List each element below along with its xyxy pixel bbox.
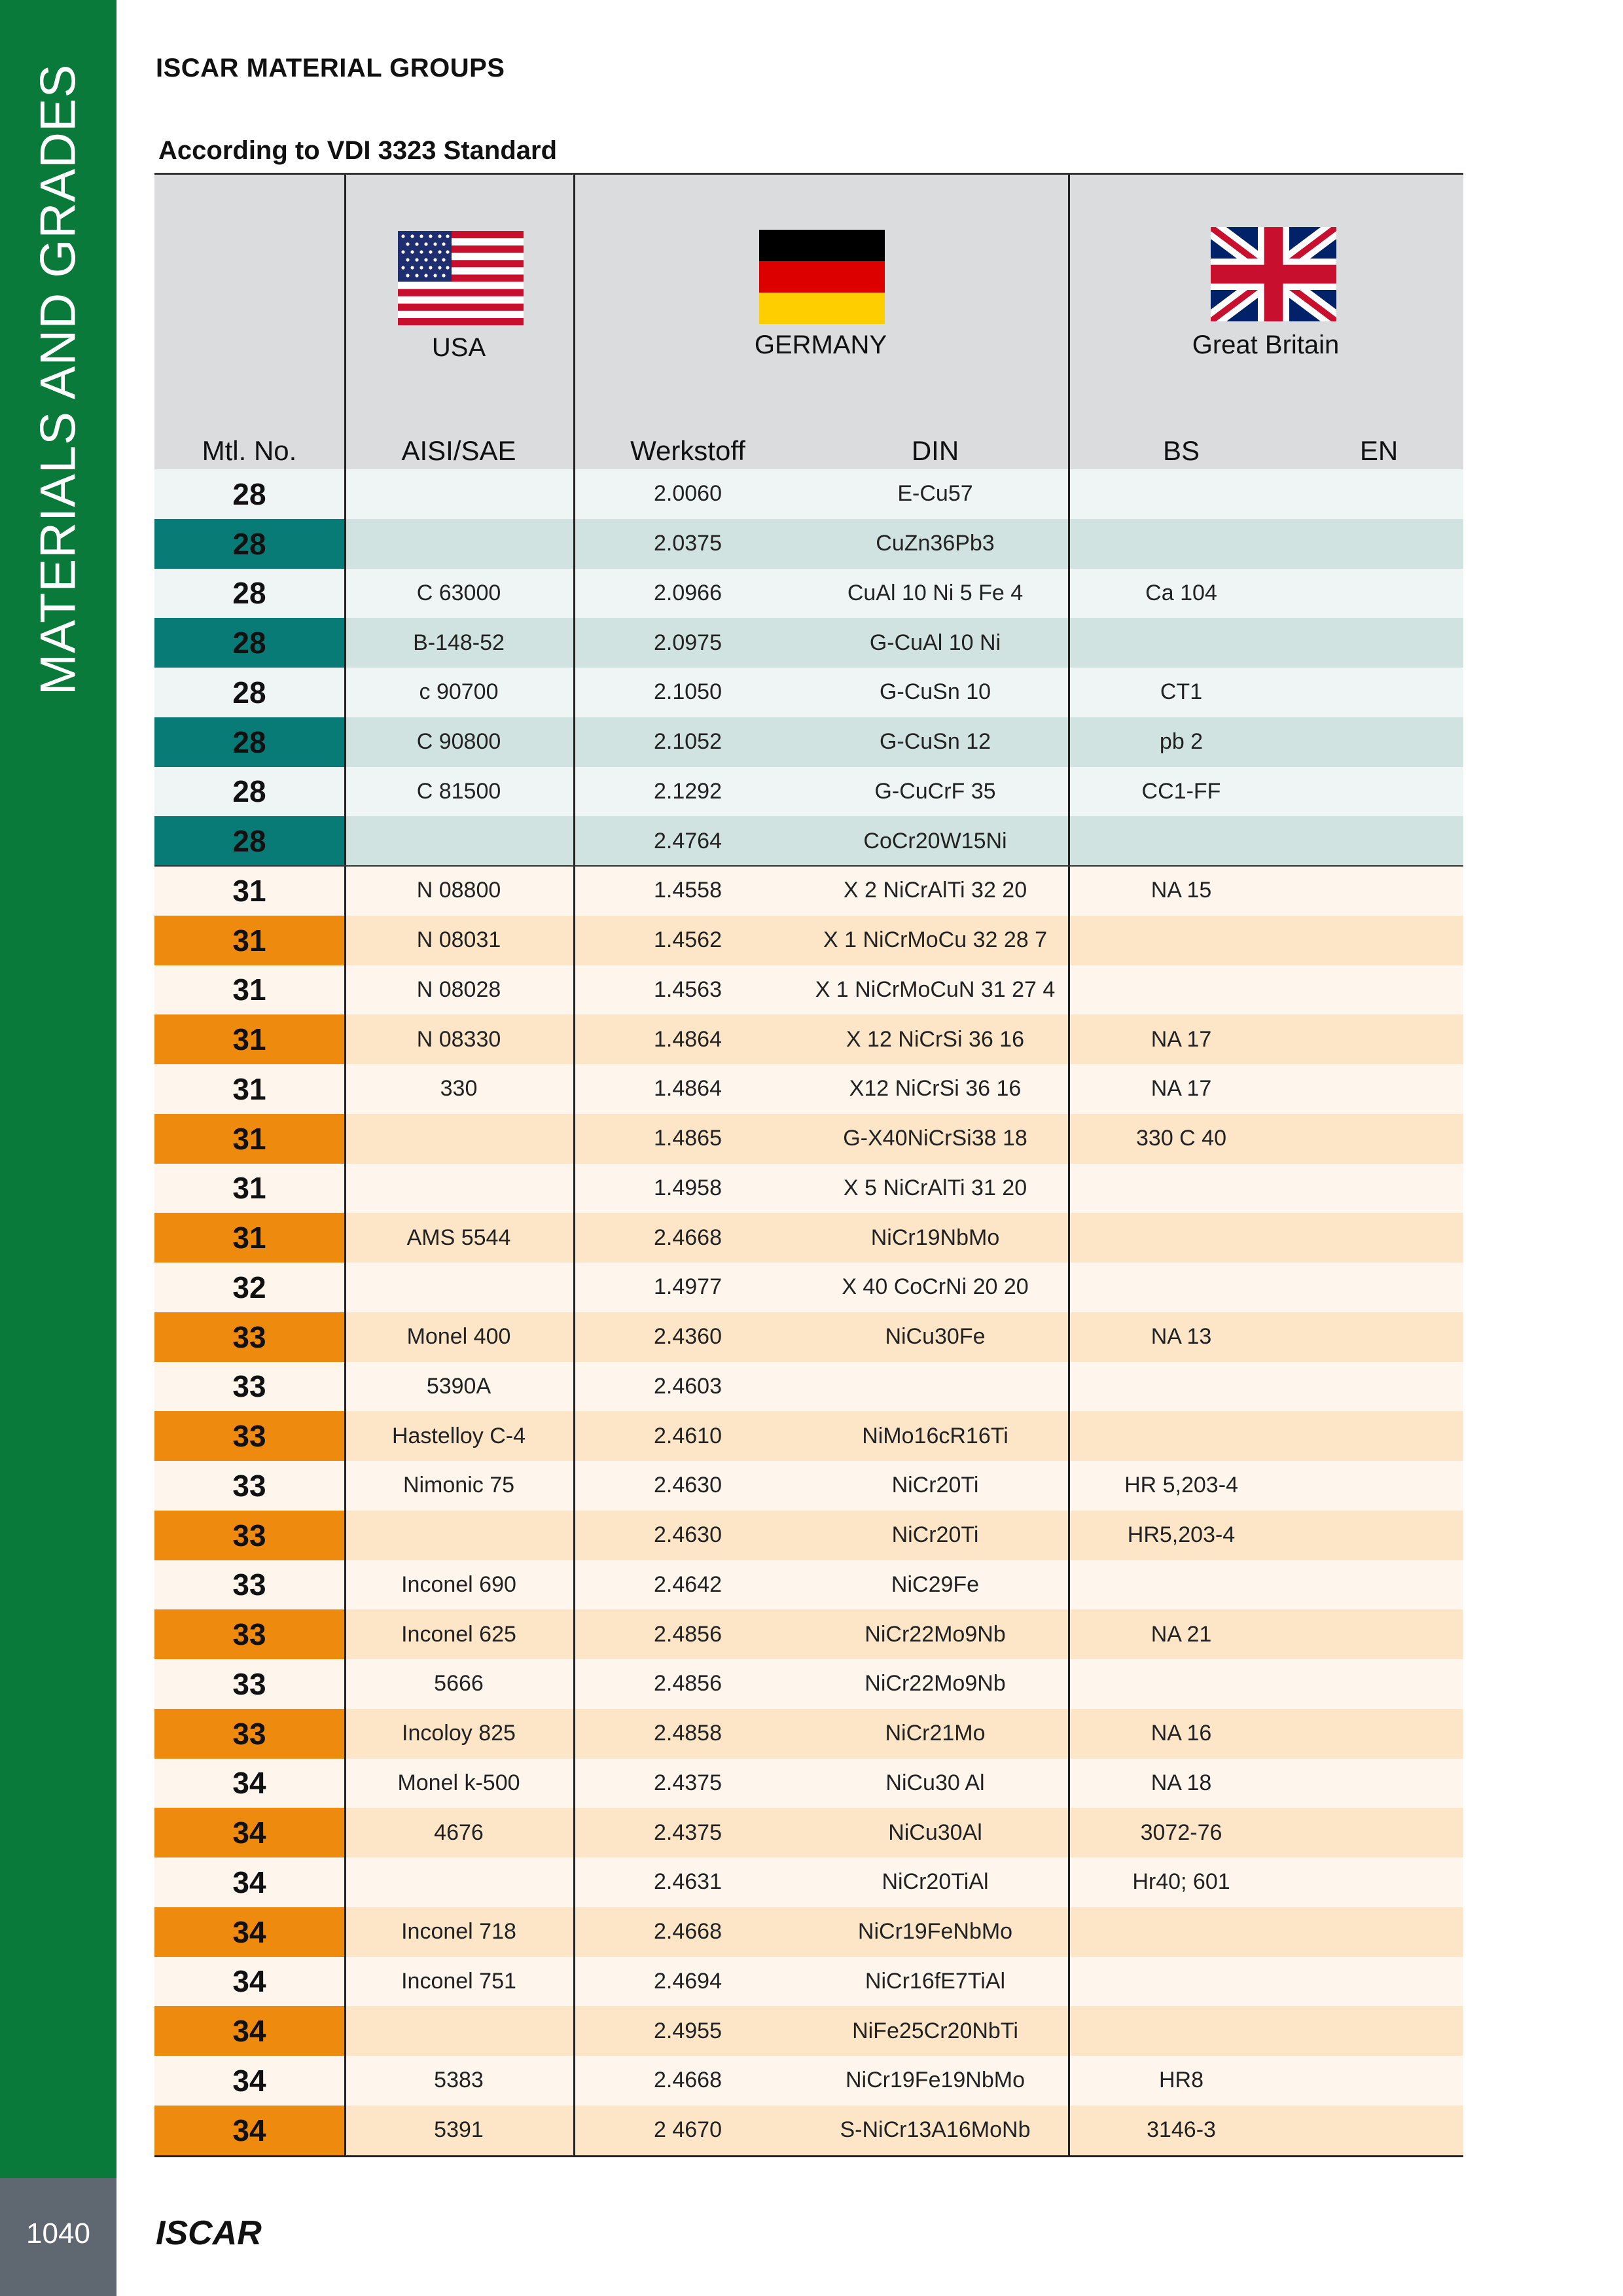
column-divider bbox=[573, 469, 575, 2155]
cell-mtl: 28 bbox=[154, 717, 344, 767]
cell-bs: CT1 bbox=[1160, 679, 1203, 705]
cell-werkstoff: 1.4558 bbox=[654, 878, 722, 903]
cell-bs: 330 C 40 bbox=[1136, 1126, 1226, 1151]
cell-din: E-Cu57 bbox=[897, 481, 973, 507]
cell-bs bbox=[1068, 1907, 1294, 1957]
table-row bbox=[154, 1263, 1463, 1312]
table-row bbox=[154, 1957, 1463, 2007]
cell-din bbox=[802, 1362, 1068, 1412]
cell-din: NiC29Fe bbox=[891, 1571, 980, 1597]
cell-aisi bbox=[344, 469, 573, 519]
cell-en bbox=[1294, 1114, 1463, 1164]
table-row bbox=[154, 866, 1463, 916]
cell-en bbox=[1294, 1014, 1463, 1064]
header-bs: BS bbox=[1162, 435, 1200, 466]
cell-mtl: 31 bbox=[154, 916, 344, 965]
country-usa: USA bbox=[431, 333, 486, 362]
cell-aisi: Hastelloy C-4 bbox=[391, 1423, 526, 1448]
cell-en bbox=[1294, 618, 1463, 668]
cell-bs: NA 21 bbox=[1150, 1621, 1212, 1647]
cell-mtl: 33 bbox=[154, 1609, 344, 1659]
cell-werkstoff: 2.1292 bbox=[654, 778, 722, 804]
header-aisi-sae: AISI/SAE bbox=[401, 435, 516, 466]
cell-en bbox=[1294, 1511, 1463, 1560]
cell-bs: Hr40; 601 bbox=[1132, 1869, 1230, 1895]
cell-mtl: 34 bbox=[232, 1865, 266, 1899]
cell-mtl: 31 bbox=[232, 873, 266, 908]
cell-werkstoff: 1.4865 bbox=[654, 1126, 722, 1151]
cell-din: G-CuAl 10 Ni bbox=[869, 630, 1001, 655]
cell-aisi: AMS 5544 bbox=[406, 1225, 511, 1250]
header-din: DIN bbox=[911, 435, 959, 466]
cell-bs: NA 13 bbox=[1150, 1324, 1212, 1350]
cell-werkstoff: 2.4630 bbox=[654, 1522, 722, 1548]
table-row bbox=[154, 668, 1463, 717]
cell-bs bbox=[1068, 1213, 1294, 1263]
cell-werkstoff: 2 4670 bbox=[654, 2117, 722, 2143]
cell-din: NiCu30 Al bbox=[885, 1770, 985, 1795]
cell-werkstoff: 2.0966 bbox=[654, 580, 722, 605]
cell-werkstoff: 2.4668 bbox=[654, 1919, 722, 1945]
cell-bs bbox=[1068, 816, 1294, 866]
cell-werkstoff: 2.0975 bbox=[654, 630, 722, 655]
cell-aisi: Incoloy 825 bbox=[402, 1721, 516, 1746]
table-row bbox=[154, 1064, 1463, 1114]
cell-bs: 3072-76 bbox=[1140, 1820, 1222, 1845]
cell-en bbox=[1294, 1362, 1463, 1412]
cell-aisi bbox=[344, 1263, 573, 1312]
cell-werkstoff: 2.4642 bbox=[654, 1571, 722, 1597]
cell-werkstoff: 1.4562 bbox=[654, 927, 722, 953]
group-divider bbox=[154, 865, 1463, 867]
table-row bbox=[154, 2056, 1463, 2106]
cell-mtl: 34 bbox=[154, 2106, 344, 2155]
cell-bs bbox=[1068, 965, 1294, 1015]
cell-en bbox=[1294, 1957, 1463, 2007]
cell-mtl: 33 bbox=[154, 1411, 344, 1461]
cell-bs bbox=[1068, 916, 1294, 965]
cell-din: NiCu30Fe bbox=[885, 1324, 986, 1350]
cell-werkstoff: 2.1050 bbox=[654, 679, 722, 705]
cell-din: X 5 NiCrAlTi 31 20 bbox=[843, 1175, 1027, 1200]
cell-en bbox=[1294, 668, 1463, 717]
table-row bbox=[154, 569, 1463, 619]
cell-aisi: 5391 bbox=[434, 2117, 484, 2143]
header-divider bbox=[344, 175, 346, 469]
cell-en bbox=[1294, 1759, 1463, 1808]
cell-bs: HR8 bbox=[1158, 2068, 1204, 2093]
cell-mtl: 34 bbox=[154, 1907, 344, 1957]
cell-aisi: N 08028 bbox=[416, 977, 501, 1002]
cell-werkstoff: 2.4668 bbox=[654, 1225, 722, 1250]
cell-bs: Ca 104 bbox=[1145, 580, 1217, 605]
cell-aisi bbox=[344, 816, 573, 866]
cell-bs: HR5,203-4 bbox=[1127, 1522, 1236, 1548]
cell-en bbox=[1294, 1709, 1463, 1759]
table-row bbox=[154, 618, 1463, 668]
cell-mtl: 34 bbox=[232, 1964, 266, 1999]
cell-mtl: 33 bbox=[232, 1369, 266, 1404]
cell-aisi bbox=[344, 1511, 573, 1560]
cell-bs: HR 5,203-4 bbox=[1124, 1473, 1238, 1498]
cell-din: NiCr22Mo9Nb bbox=[865, 1621, 1006, 1647]
cell-werkstoff: 2.4360 bbox=[654, 1324, 722, 1350]
cell-bs bbox=[1068, 1164, 1294, 1213]
cell-mtl: 28 bbox=[232, 476, 266, 511]
cell-din: G-CuSn 10 bbox=[879, 679, 991, 705]
cell-din: CuAl 10 Ni 5 Fe 4 bbox=[847, 580, 1024, 605]
cell-en bbox=[1294, 1411, 1463, 1461]
cell-mtl: 31 bbox=[232, 1171, 266, 1206]
cell-werkstoff: 2.0060 bbox=[654, 481, 722, 507]
table-row bbox=[154, 1164, 1463, 1213]
cell-aisi: C 81500 bbox=[416, 778, 501, 804]
table-row bbox=[154, 1709, 1463, 1759]
page-number: 1040 bbox=[26, 2217, 90, 2250]
cell-en bbox=[1294, 569, 1463, 619]
cell-aisi: C 63000 bbox=[416, 580, 501, 605]
cell-mtl: 31 bbox=[154, 1114, 344, 1164]
table-row bbox=[154, 2106, 1463, 2155]
table-body bbox=[154, 469, 1463, 2155]
cell-aisi: 5666 bbox=[434, 1671, 484, 1696]
cell-werkstoff: 2.1052 bbox=[654, 729, 722, 755]
cell-werkstoff: 1.4864 bbox=[654, 1076, 722, 1102]
usa-flag-icon bbox=[398, 231, 524, 325]
cell-din: NiCr19NbMo bbox=[870, 1225, 1000, 1250]
cell-din: X 12 NiCrSi 36 16 bbox=[846, 1026, 1025, 1052]
cell-bs: NA 18 bbox=[1150, 1770, 1212, 1795]
cell-mtl: 34 bbox=[232, 1766, 266, 1801]
cell-en bbox=[1294, 965, 1463, 1015]
cell-werkstoff: 2.4631 bbox=[654, 1869, 722, 1895]
cell-werkstoff: 2.4955 bbox=[654, 2018, 722, 2043]
cell-werkstoff: 2.4668 bbox=[654, 2068, 722, 2093]
cell-mtl: 34 bbox=[232, 2063, 266, 2098]
cell-din: NiCr21Mo bbox=[885, 1721, 986, 1746]
table-row bbox=[154, 2006, 1463, 2056]
cell-bs bbox=[1068, 618, 1294, 668]
cell-en bbox=[1294, 519, 1463, 569]
cell-werkstoff: 2.4375 bbox=[654, 1770, 722, 1795]
table-row bbox=[154, 519, 1463, 569]
cell-werkstoff: 2.4694 bbox=[654, 1968, 722, 1994]
cell-din: X 40 CoCrNi 20 20 bbox=[842, 1274, 1029, 1300]
cell-en bbox=[1294, 469, 1463, 519]
cell-aisi bbox=[344, 519, 573, 569]
cell-werkstoff: 1.4864 bbox=[654, 1026, 722, 1052]
cell-werkstoff: 2.4856 bbox=[654, 1671, 722, 1696]
cell-bs: NA 17 bbox=[1150, 1026, 1212, 1052]
cell-mtl: 31 bbox=[232, 1071, 266, 1106]
table-row bbox=[154, 1560, 1463, 1610]
cell-mtl: 32 bbox=[232, 1270, 266, 1304]
cell-bs: NA 16 bbox=[1150, 1721, 1212, 1746]
cell-din: CoCr20W15Ni bbox=[863, 828, 1007, 853]
cell-en bbox=[1294, 717, 1463, 767]
cell-din: X 1 NiCrMoCuN 31 27 4 bbox=[815, 977, 1056, 1002]
cell-werkstoff: 2.4375 bbox=[654, 1820, 722, 1845]
cell-mtl: 31 bbox=[232, 973, 266, 1007]
cell-din: NiCr20Ti bbox=[891, 1473, 979, 1498]
header-werkstoff: Werkstoff bbox=[630, 435, 745, 466]
cell-aisi: N 08800 bbox=[416, 878, 501, 903]
header-mtl-no: Mtl. No. bbox=[202, 435, 297, 466]
cell-aisi: 4676 bbox=[434, 1820, 484, 1845]
cell-mtl: 33 bbox=[154, 1511, 344, 1560]
cell-bs bbox=[1068, 1560, 1294, 1610]
cell-werkstoff: 2.4610 bbox=[654, 1423, 722, 1448]
cell-en bbox=[1294, 1907, 1463, 1957]
cell-din: NiCr16fE7TiAl bbox=[865, 1968, 1006, 1994]
cell-en bbox=[1294, 1312, 1463, 1362]
table-row bbox=[154, 1511, 1463, 1560]
sidebar bbox=[0, 0, 116, 2178]
table-row bbox=[154, 1362, 1463, 1412]
cell-aisi: Inconel 625 bbox=[401, 1621, 516, 1647]
cell-din: NiMo16cR16Ti bbox=[862, 1423, 1008, 1448]
cell-en bbox=[1294, 1461, 1463, 1511]
cell-aisi: Inconel 690 bbox=[401, 1571, 516, 1597]
table-row bbox=[154, 1759, 1463, 1808]
cell-bs bbox=[1068, 1411, 1294, 1461]
cell-mtl: 34 bbox=[154, 1808, 344, 1857]
table-row bbox=[154, 916, 1463, 965]
header-divider bbox=[1068, 175, 1070, 469]
table-bottom-line bbox=[154, 2155, 1463, 2157]
cell-bs bbox=[1068, 469, 1294, 519]
cell-bs: NA 17 bbox=[1150, 1076, 1212, 1102]
cell-werkstoff: 2.4856 bbox=[654, 1621, 722, 1647]
cell-bs bbox=[1068, 519, 1294, 569]
cell-werkstoff: 2.4858 bbox=[654, 1721, 722, 1746]
table-row bbox=[154, 1213, 1463, 1263]
table-row bbox=[154, 767, 1463, 817]
cell-mtl: 28 bbox=[232, 675, 266, 709]
table-row bbox=[154, 1461, 1463, 1511]
cell-en bbox=[1294, 2006, 1463, 2056]
cell-din: CuZn36Pb3 bbox=[876, 531, 995, 556]
cell-din: NiCr22Mo9Nb bbox=[865, 1671, 1006, 1696]
cell-mtl: 33 bbox=[232, 1666, 266, 1701]
cell-en bbox=[1294, 866, 1463, 916]
cell-mtl: 33 bbox=[154, 1709, 344, 1759]
table-row bbox=[154, 1857, 1463, 1907]
table-header bbox=[154, 173, 1463, 469]
germany-flag-icon bbox=[759, 230, 885, 324]
cell-en bbox=[1294, 1263, 1463, 1312]
cell-din: G-CuSn 12 bbox=[879, 729, 991, 755]
cell-aisi bbox=[344, 1164, 573, 1213]
cell-aisi: N 08330 bbox=[416, 1026, 501, 1052]
cell-mtl: 31 bbox=[154, 1213, 344, 1263]
cell-din: X 1 NiCrMoCu 32 28 7 bbox=[823, 927, 1048, 953]
cell-din: NiCr19FeNbMo bbox=[857, 1919, 1013, 1945]
cell-aisi: c 90700 bbox=[419, 679, 499, 705]
table-row bbox=[154, 469, 1463, 519]
cell-din: NiCu30Al bbox=[888, 1820, 982, 1845]
cell-din: S-NiCr13A16MoNb bbox=[840, 2117, 1031, 2143]
table-row bbox=[154, 717, 1463, 767]
cell-mtl: 28 bbox=[154, 618, 344, 668]
cell-en bbox=[1294, 1659, 1463, 1709]
table-row bbox=[154, 1659, 1463, 1709]
materials-table bbox=[154, 173, 1463, 2155]
cell-bs: 3146-3 bbox=[1147, 2117, 1216, 2143]
cell-bs bbox=[1068, 1659, 1294, 1709]
cell-werkstoff: 2.4764 bbox=[654, 828, 722, 853]
cell-din: NiFe25Cr20NbTi bbox=[852, 2018, 1018, 2043]
cell-mtl: 33 bbox=[232, 1568, 266, 1602]
table-row bbox=[154, 965, 1463, 1015]
cell-aisi: 5383 bbox=[434, 2068, 484, 2093]
cell-mtl: 28 bbox=[232, 774, 266, 809]
cell-aisi: 330 bbox=[440, 1076, 478, 1102]
table-row bbox=[154, 1609, 1463, 1659]
cell-din: NiCr19Fe19NbMo bbox=[846, 2068, 1025, 2093]
country-great-britain: Great Britain bbox=[1192, 331, 1340, 359]
cell-mtl: 33 bbox=[232, 1468, 266, 1503]
cell-din: NiCr20TiAl bbox=[882, 1869, 989, 1895]
table-row bbox=[154, 1411, 1463, 1461]
cell-en bbox=[1294, 1064, 1463, 1114]
cell-aisi: Nimonic 75 bbox=[402, 1473, 515, 1498]
cell-bs bbox=[1068, 1362, 1294, 1412]
cell-aisi: Inconel 718 bbox=[401, 1919, 516, 1945]
cell-bs bbox=[1068, 1957, 1294, 2007]
cell-en bbox=[1294, 1560, 1463, 1610]
table-row bbox=[154, 1312, 1463, 1362]
cell-werkstoff: 2.4603 bbox=[654, 1373, 722, 1399]
cell-aisi: 5390A bbox=[426, 1373, 491, 1399]
cell-mtl: 28 bbox=[154, 519, 344, 569]
cell-bs bbox=[1068, 1263, 1294, 1312]
cell-aisi: N 08031 bbox=[416, 927, 501, 953]
country-germany: GERMANY bbox=[754, 331, 887, 359]
cell-mtl: 33 bbox=[154, 1312, 344, 1362]
cell-din: X12 NiCrSi 36 16 bbox=[849, 1076, 1022, 1102]
cell-din: G-CuCrF 35 bbox=[874, 778, 996, 804]
cell-aisi: Monel 400 bbox=[406, 1324, 511, 1350]
cell-werkstoff: 2.4630 bbox=[654, 1473, 722, 1498]
header-divider bbox=[573, 175, 575, 469]
cell-mtl: 34 bbox=[154, 2006, 344, 2056]
cell-en bbox=[1294, 916, 1463, 965]
cell-din: NiCr20Ti bbox=[891, 1522, 979, 1548]
table-row bbox=[154, 1014, 1463, 1064]
footer-logo: ISCAR bbox=[156, 2214, 262, 2252]
table-row bbox=[154, 816, 1463, 866]
table-row bbox=[154, 1907, 1463, 1957]
sidebar-title: MATERIALS AND GRADES bbox=[30, 63, 86, 696]
cell-mtl: 28 bbox=[154, 816, 344, 866]
cell-en bbox=[1294, 1164, 1463, 1213]
cell-aisi: C 90800 bbox=[416, 729, 501, 755]
cell-werkstoff: 2.0375 bbox=[654, 531, 722, 556]
cell-en bbox=[1294, 767, 1463, 817]
cell-aisi bbox=[344, 1857, 573, 1907]
cell-bs: pb 2 bbox=[1159, 729, 1204, 755]
column-divider bbox=[344, 469, 346, 2155]
cell-werkstoff: 1.4563 bbox=[654, 977, 722, 1002]
cell-en bbox=[1294, 1808, 1463, 1857]
cell-aisi bbox=[344, 2006, 573, 2056]
cell-aisi: Monel k-500 bbox=[397, 1770, 520, 1795]
uk-flag-icon bbox=[1211, 227, 1336, 321]
cell-bs: CC1-FF bbox=[1141, 778, 1221, 804]
cell-mtl: 28 bbox=[232, 576, 266, 611]
table-row bbox=[154, 1114, 1463, 1164]
table-row bbox=[154, 1808, 1463, 1857]
cell-en bbox=[1294, 1857, 1463, 1907]
cell-werkstoff: 1.4977 bbox=[654, 1274, 722, 1300]
column-divider bbox=[1068, 469, 1070, 2155]
cell-bs bbox=[1068, 2006, 1294, 2056]
header-en: EN bbox=[1359, 435, 1399, 466]
cell-en bbox=[1294, 1609, 1463, 1659]
cell-din: X 2 NiCrAlTi 32 20 bbox=[843, 878, 1027, 903]
cell-aisi: B-148-52 bbox=[413, 630, 505, 655]
page-subtitle: According to VDI 3323 Standard bbox=[158, 136, 558, 165]
page-title: ISCAR MATERIAL GROUPS bbox=[156, 54, 505, 82]
cell-aisi bbox=[344, 1114, 573, 1164]
cell-bs: NA 15 bbox=[1150, 878, 1212, 903]
cell-en bbox=[1294, 2056, 1463, 2106]
cell-mtl: 31 bbox=[154, 1014, 344, 1064]
cell-en bbox=[1294, 2106, 1463, 2155]
cell-din: G-X40NiCrSi38 18 bbox=[843, 1126, 1027, 1151]
cell-werkstoff: 1.4958 bbox=[654, 1175, 722, 1200]
cell-en bbox=[1294, 816, 1463, 866]
cell-aisi: Inconel 751 bbox=[401, 1968, 516, 1994]
cell-en bbox=[1294, 1213, 1463, 1263]
